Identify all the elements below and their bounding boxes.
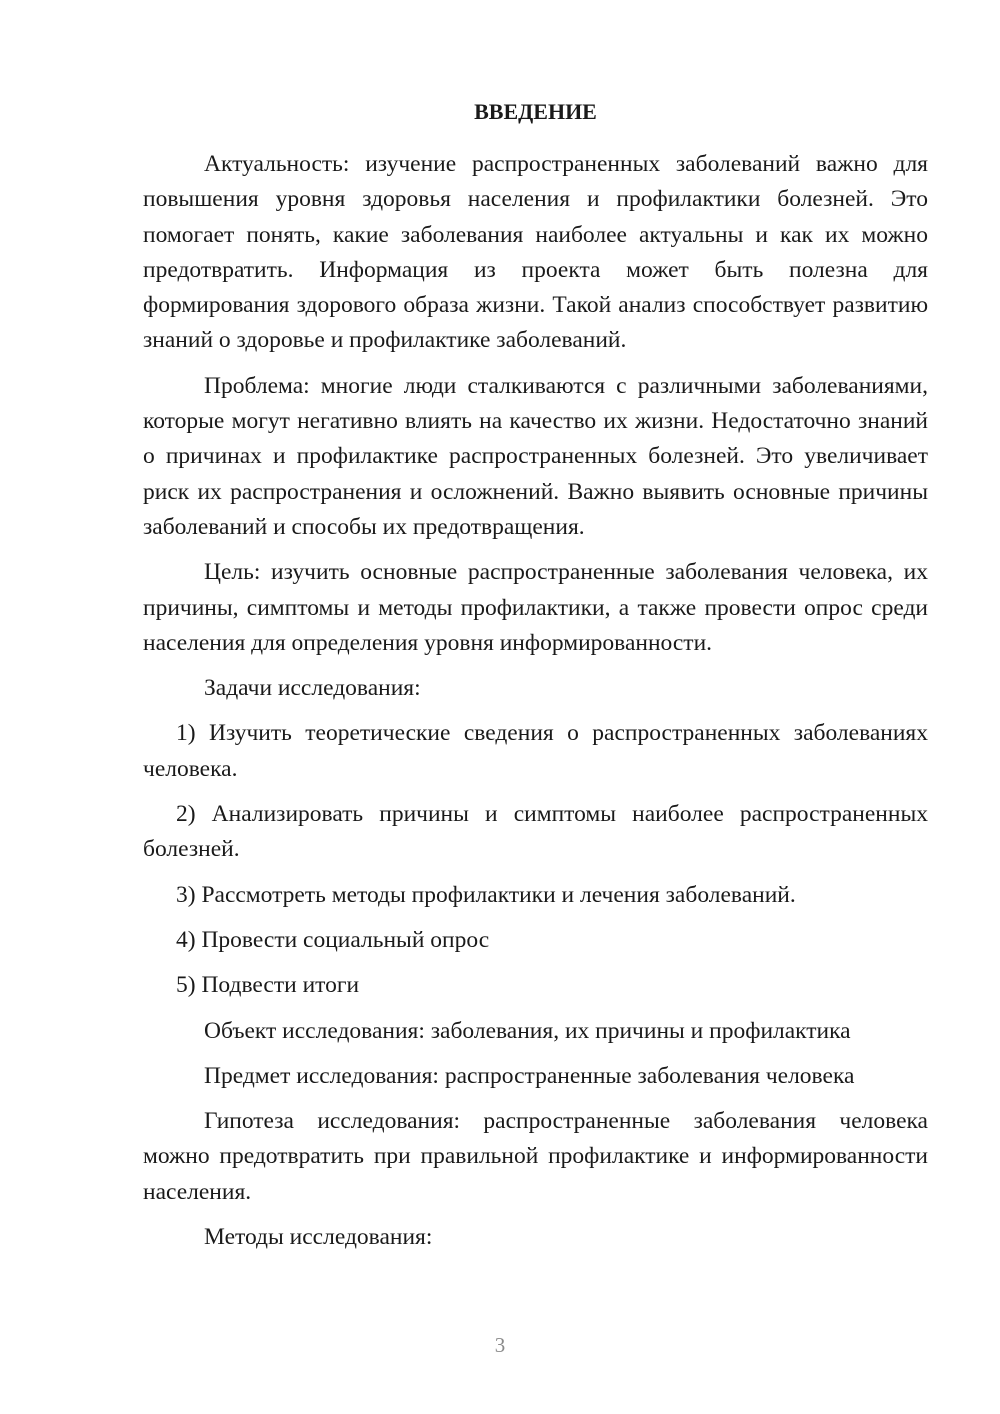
page-content xyxy=(143,94,928,1265)
task-item-4: 4) Провести социальный опрос xyxy=(176,926,490,953)
object-paragraph: Объект исследования: заболевания, их причины и профилактика xyxy=(204,1017,851,1044)
methods-heading: Методы исследования: xyxy=(204,1224,433,1251)
task-item-1: 1) Изучить теоретические сведения о распространенных заболеваниях человека. xyxy=(143,720,928,782)
page-title: ВВЕДЕНИЕ xyxy=(474,99,597,124)
problem-paragraph: Проблема: многие люди сталкиваются с различными заболеваниями, которые могут негативно влиять на качество их жизни. Недостаточно знаний о причинах и профилактике распространенных болезней. Это увеличивает риск их распространения и осложнений. Важно выявить основные причины заболеваний и способы их предотвращения. xyxy=(143,372,928,540)
task-item-2: 2) Анализировать причины и симптомы наиболее распространенных болезней. xyxy=(143,801,928,863)
hypothesis-paragraph: Гипотеза исследования: распространенные заболевания человека можно предотвратить при правильной профилактике и информированности населения. xyxy=(143,1108,928,1205)
task-item-3: 3) Рассмотреть методы профилактики и лечения заболеваний. xyxy=(176,881,796,908)
task-item-5: 5) Подвести итоги xyxy=(176,972,360,999)
page-number: 3 xyxy=(494,1333,506,1357)
goal-paragraph: Цель: изучить основные распространенные заболевания человека, их причины, симптомы и методы профилактики, а также провести опрос среди населения для определения уровня информированности. xyxy=(143,559,928,656)
relevance-paragraph: Актуальность: изучение распространенных заболеваний важно для повышения уровня здоровья населения и профилактики болезней. Это помогает понять, какие заболевания наиболее актуальны и как их можно предотвратить. Информация из проекта может быть полезна для формирования здорового образа жизни. Такой анализ способствует развитию знаний о здоровье и профилактике заболеваний. xyxy=(143,151,928,354)
subject-paragraph: Предмет исследования: распространенные заболевания человека xyxy=(204,1062,855,1089)
tasks-heading: Задачи исследования: xyxy=(204,675,421,702)
